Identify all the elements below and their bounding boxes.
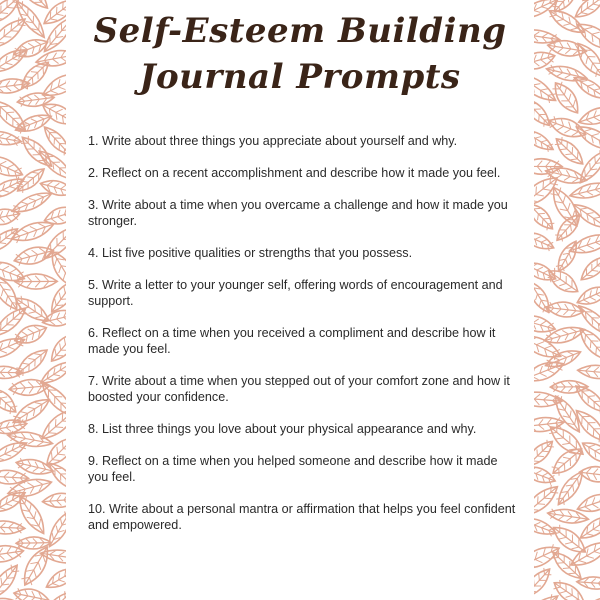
leaf-pattern-icon	[0, 0, 66, 600]
leaf-pattern-icon	[534, 0, 600, 600]
prompt-item: 5. Write a letter to your younger self, offering words of encouragement and support.	[88, 278, 503, 308]
page-title-line-2: Journal Prompts	[139, 57, 461, 97]
prompt-item: 4. List five positive qualities or strengths that you possess.	[88, 246, 413, 260]
prompt-item: 1. Write about three things you appreciate about yourself and why.	[88, 134, 458, 148]
leaf-border-left	[0, 0, 66, 600]
prompt-item: 2. Reflect on a recent accomplishment and describe how it made you feel.	[88, 166, 501, 180]
prompt-item: 9. Reflect on a time when you helped someone and describe how it made you feel.	[88, 454, 498, 484]
prompt-item: 10. Write about a personal mantra or affirmation that helps you feel confident and empowered.	[88, 502, 516, 532]
prompt-item: 6. Reflect on a time when you received a compliment and describe how it made you feel.	[88, 326, 496, 356]
leaf-border-right	[534, 0, 600, 600]
page-title-line-1: Self-Esteem Building	[93, 11, 507, 51]
prompt-item: 8. List three things you love about your physical appearance and why.	[88, 422, 477, 436]
prompt-item: 3. Write about a time when you overcame a challenge and how it made you stronger.	[88, 198, 508, 228]
prompt-item: 7. Write about a time when you stepped out of your comfort zone and how it boosted your confidence.	[88, 374, 510, 404]
prompt-list	[88, 133, 516, 549]
